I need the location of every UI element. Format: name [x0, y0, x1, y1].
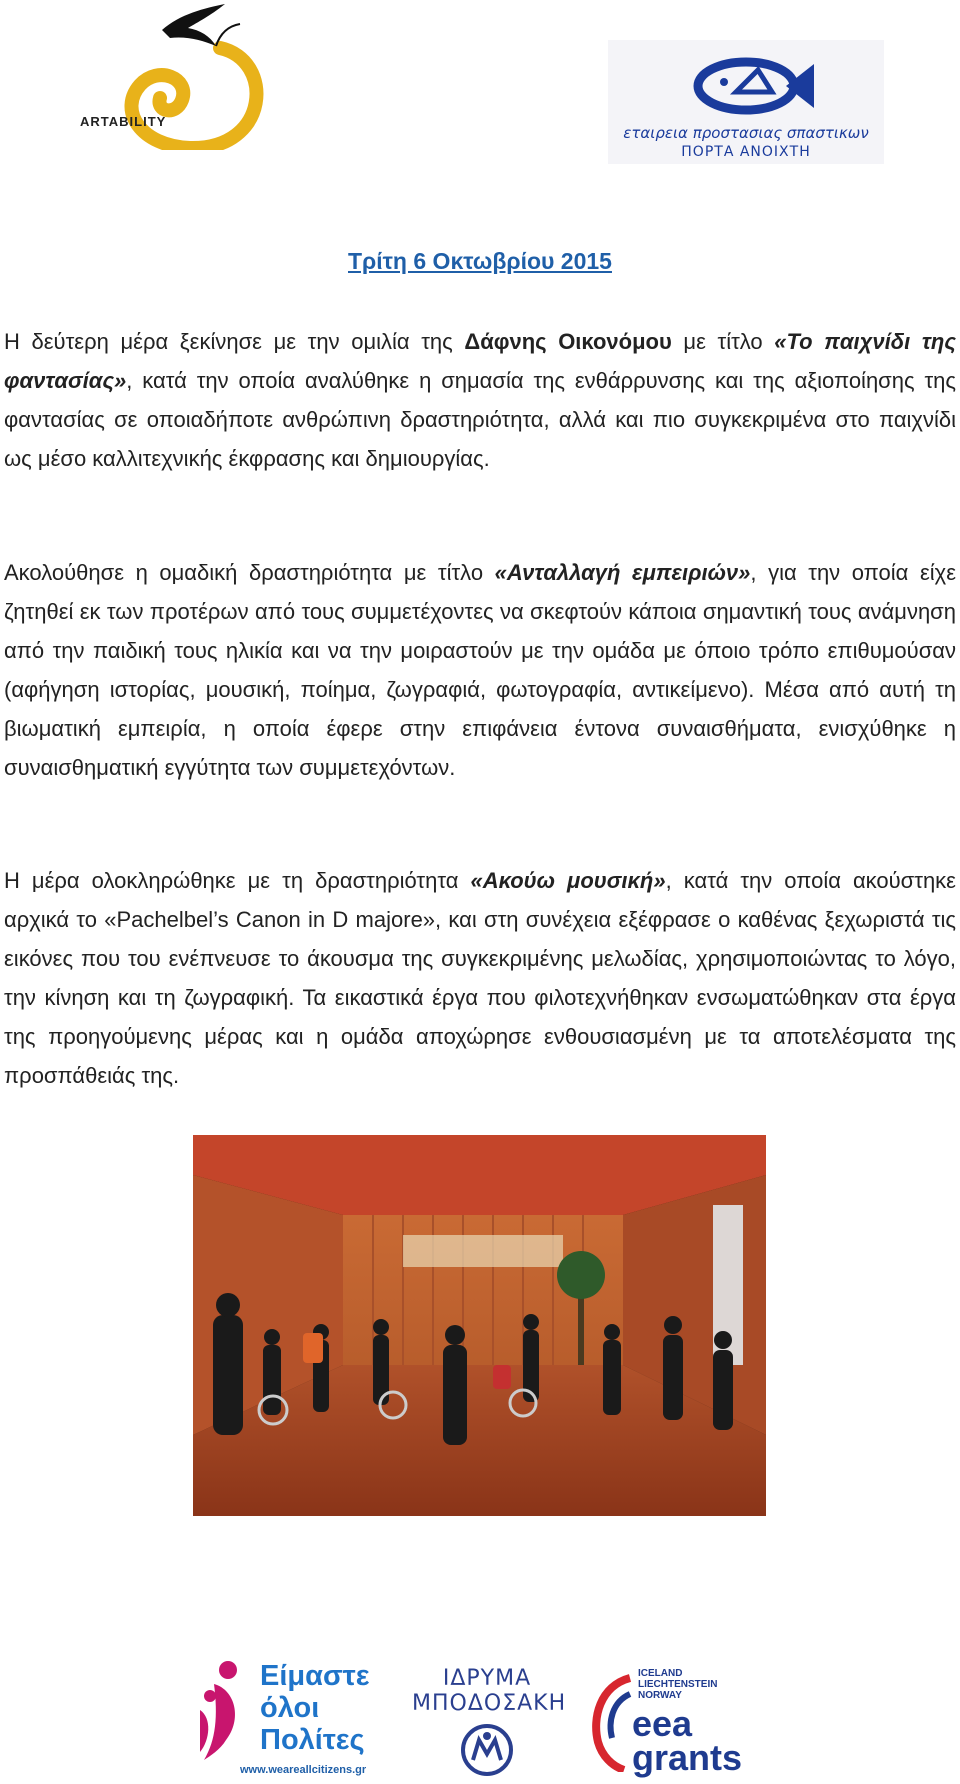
- weareallcitizens-logo: [196, 1660, 396, 1778]
- paragraph-3: [4, 861, 956, 1095]
- eea-grants-logo: [590, 1668, 760, 1780]
- p3-text-2: , κατά την οποία ακούστηκε αρχικά το «Pachelbel’s Canon in D majore», και στη συνέχεια εξέφρασε ο καθένας ξεχωριστά τις εικόνες που του ενέπνευσε το άκουσμα της συγκεκριμένης μελωδίας, χρησιμοποιώντας το λόγο, την κίνηση και τη ζωγραφική. Τα εικαστικά έργα που φιλοτεχνήθηκαν ενσωματώθηκαν στα έργα της προηγούμενης μέρας και η ομάδα αποχώρησε ενθουσιασμένη με τα αποτελέσματα της προσπάθειάς της.: [4, 868, 956, 1088]
- p1-bold-name: Δάφνης Οικονόμου: [464, 329, 672, 354]
- bodossaki-emblem-icon: [459, 1722, 515, 1778]
- eimaste-url: www.weareallcitizens.gr: [240, 1764, 367, 1776]
- date-title: Τρίτη 6 Οκτωβρίου 2015: [348, 248, 612, 274]
- eimaste-line1: Είμαστε: [260, 1660, 370, 1692]
- grants-word: grants: [632, 1737, 743, 1778]
- idryma-line2: ΜΠΟΔΟΣΑΚΗ: [412, 1691, 567, 1716]
- paragraph-2: [4, 553, 956, 787]
- eea-arc-icon: [590, 1672, 634, 1772]
- figures-icon: [196, 1660, 260, 1770]
- p1-bold-italic-title: «Το παιχνίδι της φαντασίας»: [4, 329, 956, 393]
- eea-country-1: ICELAND: [638, 1668, 683, 1679]
- eimaste-line3: Πολίτες: [260, 1724, 365, 1756]
- porta-logo-line2: ΠΟΡΤΑ ΑΝΟΙΧΤΗ: [681, 144, 811, 160]
- p3-text-1: Η μέρα ολοκληρώθηκε με τη δραστηριότητα: [4, 868, 471, 893]
- p1-text-3: , κατά την οποία αναλύθηκε η σημασία της ενθάρρυνσης και της αξιοποίησης της φαντασίας σε οποιαδήποτε ανθρώπινη δραστηριότητα, αλλά και πιο συγκεκριμένα στο παιχνίδι ως μέσο καλλιτεχνικής έκφρασης και δημιουργίας.: [4, 368, 956, 471]
- p1-text-1: Η δεύτερη μέρα ξεκίνησε με την ομιλία της: [4, 329, 465, 354]
- paragraph-1: [4, 322, 956, 478]
- eimaste-line2: όλοι: [260, 1692, 320, 1724]
- p2-text-1: Ακολούθησε η ομαδική δραστηριότητα με τίτλο: [4, 560, 495, 585]
- p3-bold-italic-title: «Ακούω μουσική»: [470, 868, 666, 893]
- workshop-photo: [193, 1135, 766, 1516]
- artability-wordmark: ARTABILITY: [80, 114, 167, 129]
- porta-anoixti-logo: [608, 40, 884, 164]
- fish-logo-icon: [608, 40, 884, 124]
- eea-word: eea: [632, 1703, 693, 1744]
- eea-country-2: LIECHTENSTEIN: [638, 1679, 718, 1690]
- p2-bold-italic-title: «Ανταλλαγή εμπειριών»: [494, 560, 751, 585]
- p2-text-2: , για την οποία είχε ζητηθεί εκ των προτέρων από τους συμμετέχοντες να σκεφτούν κάποια σημαντική τους ανάμνηση από την παιδική τους ηλικία και να την μοιραστούν με την ομάδα με όποιο τρόπο επιθυμούσαν (αφήγηση ιστορίας, μουσική, ποίημα, ζωγραφιά, φωτογραφία, αντικείμενο). Μέσα από αυτή τη βιωματική εμπειρία, η οποία έφερε στην επιφάνεια έντονα συναισθήματα, ενισχύθηκε η συναισθηματική εγγύτητα των συμμετεχόντων.: [4, 560, 956, 780]
- artability-logo: [70, 0, 280, 150]
- eea-country-3: NORWAY: [638, 1690, 682, 1701]
- p1-text-2: με τίτλο: [671, 329, 775, 354]
- bodossaki-foundation-logo: [412, 1666, 567, 1778]
- idryma-line1: ΙΔΡΥΜΑ: [442, 1666, 532, 1691]
- porta-logo-line1: εταιρεια προστασιας σπαστικων: [623, 124, 869, 142]
